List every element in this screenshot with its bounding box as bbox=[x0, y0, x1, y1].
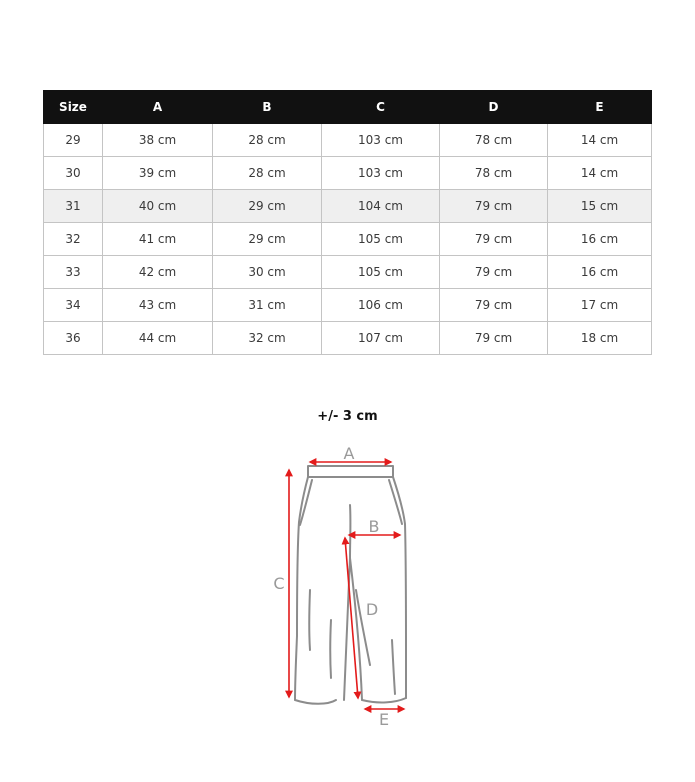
left-leg-outer-seam bbox=[295, 477, 308, 700]
left-hem bbox=[295, 700, 336, 704]
table-row bbox=[44, 124, 652, 157]
header-d: D bbox=[440, 91, 548, 124]
cell-e: 14 cm bbox=[548, 157, 652, 190]
cell-a: 42 cm bbox=[103, 256, 213, 289]
table-header-row bbox=[44, 91, 652, 124]
cell-e: 18 cm bbox=[548, 322, 652, 355]
cell-b: 29 cm bbox=[213, 190, 322, 223]
tolerance-note: +/- 3 cm bbox=[317, 409, 378, 424]
header-b: B bbox=[213, 91, 322, 124]
cell-d: 79 cm bbox=[440, 289, 548, 322]
right-hem bbox=[362, 698, 406, 702]
cell-size: 30 bbox=[44, 157, 103, 190]
label-d: D bbox=[365, 600, 379, 619]
header-e: E bbox=[548, 91, 652, 124]
cell-a: 41 cm bbox=[103, 223, 213, 256]
right-leg-outer-seam bbox=[393, 477, 406, 698]
size-chart-table bbox=[43, 90, 652, 355]
cell-a: 44 cm bbox=[103, 322, 213, 355]
cell-a: 43 cm bbox=[103, 289, 213, 322]
cell-d: 79 cm bbox=[440, 223, 548, 256]
waistband bbox=[308, 466, 393, 477]
trousers-outline bbox=[295, 466, 406, 704]
table-row bbox=[44, 256, 652, 289]
table-row bbox=[44, 289, 652, 322]
cell-e: 16 cm bbox=[548, 223, 652, 256]
table-row bbox=[44, 322, 652, 355]
cell-c: 106 cm bbox=[322, 289, 440, 322]
right-crease bbox=[392, 640, 395, 694]
cell-e: 15 cm bbox=[548, 190, 652, 223]
cell-c: 103 cm bbox=[322, 124, 440, 157]
cell-c: 107 cm bbox=[322, 322, 440, 355]
header-a: A bbox=[103, 91, 213, 124]
cell-b: 28 cm bbox=[213, 157, 322, 190]
crease-mid-left bbox=[330, 620, 331, 678]
cell-b: 32 cm bbox=[213, 322, 322, 355]
cell-d: 78 cm bbox=[440, 124, 548, 157]
cell-d: 79 cm bbox=[440, 322, 548, 355]
cell-b: 30 cm bbox=[213, 256, 322, 289]
cell-e: 14 cm bbox=[548, 124, 652, 157]
cell-e: 16 cm bbox=[548, 256, 652, 289]
table-row bbox=[44, 157, 652, 190]
cell-d: 79 cm bbox=[440, 190, 548, 223]
cell-size: 34 bbox=[44, 289, 103, 322]
table-row bbox=[44, 223, 652, 256]
cell-d: 79 cm bbox=[440, 256, 548, 289]
cell-d: 78 cm bbox=[440, 157, 548, 190]
cell-size: 29 bbox=[44, 124, 103, 157]
label-e: E bbox=[378, 710, 390, 729]
cell-c: 105 cm bbox=[322, 256, 440, 289]
cell-c: 103 cm bbox=[322, 157, 440, 190]
header-size: Size bbox=[44, 91, 103, 124]
cell-b: 29 cm bbox=[213, 223, 322, 256]
trousers-measurement-diagram bbox=[262, 438, 432, 733]
cell-b: 28 cm bbox=[213, 124, 322, 157]
cell-c: 104 cm bbox=[322, 190, 440, 223]
cell-b: 31 cm bbox=[213, 289, 322, 322]
table-row-highlighted bbox=[44, 190, 652, 223]
label-b: B bbox=[368, 517, 380, 536]
label-c: C bbox=[273, 574, 285, 593]
cell-size: 33 bbox=[44, 256, 103, 289]
cell-a: 38 cm bbox=[103, 124, 213, 157]
header-c: C bbox=[322, 91, 440, 124]
cell-e: 17 cm bbox=[548, 289, 652, 322]
cell-a: 40 cm bbox=[103, 190, 213, 223]
cell-size: 32 bbox=[44, 223, 103, 256]
cell-size: 31 bbox=[44, 190, 103, 223]
cell-a: 39 cm bbox=[103, 157, 213, 190]
cell-size: 36 bbox=[44, 322, 103, 355]
label-a: A bbox=[343, 444, 355, 463]
left-crease bbox=[309, 590, 310, 650]
cell-c: 105 cm bbox=[322, 223, 440, 256]
